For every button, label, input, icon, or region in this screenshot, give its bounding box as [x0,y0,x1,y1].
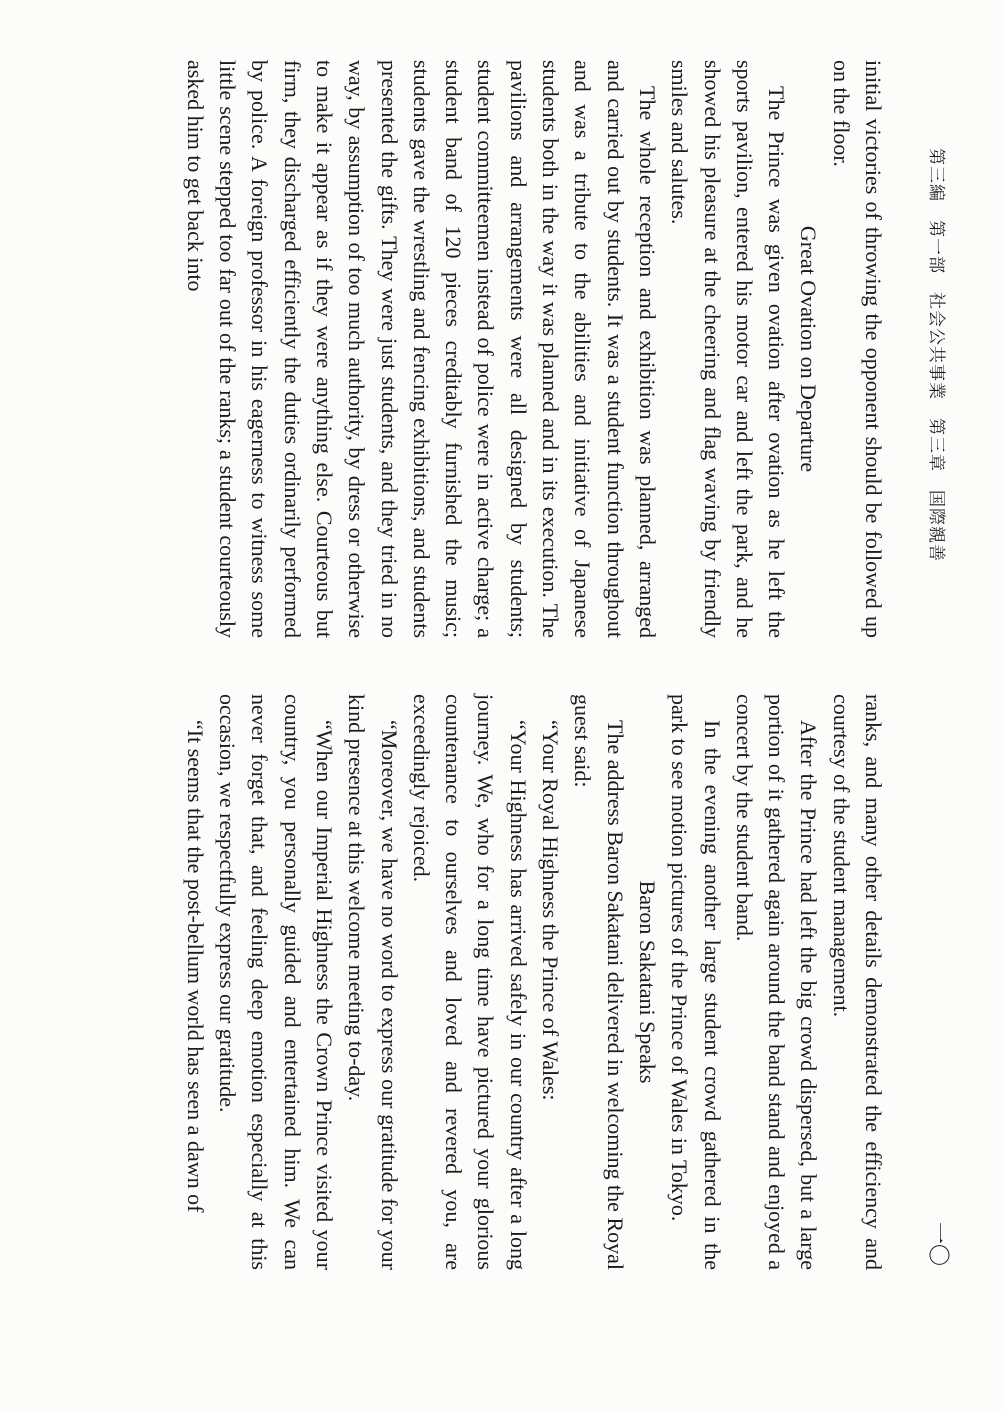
paragraph: “Your Highness has arrived safely in our country after a long journey. We, who for a long time have pictured your glorious countenance to ourselves and loved and revered you, are exceedingly rejoiced. [408,694,531,1270]
right-column [178,694,889,1270]
paragraph: “Moreover, we have no word to express our gratitude for your kind presence at this welcome meeting to-day. [344,694,402,1270]
paragraph: initial victories of throwing the opponent should be followed up on the floor. [828,60,886,638]
page-number: 一〇 [925,1222,950,1267]
section-heading: Great Ovation on Departure [796,225,822,473]
section-heading: Baron Sakatani Speaks [634,880,660,1084]
paragraph: The whole reception and exhibition was planned, arranged and carried out by students. It was a student function throughout and was a tribute to the abilities and initiative of Japanese students both in the way it was planned and in its execution. The pavilions and arrangements were all designed by students; student committeemen instead of police were in active charge; a student band of 120 pieces creditably furnished the music; students gave the wrestling and fencing exhibitions, and students presented the gifts. They were just students, and they tried in no way, by assumption of too much authority, by dress or otherwise to make it appear as if they were anything else. Courteous but firm, they discharged efficiently the duties ordinarily performed by police. A foreign professor in his eagerness to witness some little scene stepped too far out of the ranks; a student courteously asked him to get back into [182,60,660,638]
paragraph: “Your Royal Highness the Prince of Wales: [538,720,564,1101]
paragraph: “It seems that the post-bellum world has seen a dawn of [182,720,208,1213]
paragraph: After the Prince had left the big crowd dispersed, but a large portion of it gathered again around the band stand and enjoyed a concert by the student band. [731,694,822,1270]
left-column [178,60,889,638]
paragraph: The Prince was given ovation after ovation as he left the sports pavilion, entered his motor car and left the park, and he showed his pleasure at the cheering and flag waving by friendly smiles and salutes. [667,60,790,638]
paragraph: “When our Imperial Highness the Crown Prince visited your country, you personally guided and entertained him. We can never forget that, and feeling deep emotion especially at this occasion, we respectfully express our gratitude. [215,694,337,1270]
paragraph: ranks, and many other details demonstrated the efficiency and courtesy of the student management. [828,694,886,1270]
running-head: 第三編 第一部 社会公共事業 第三章 国際親善 [926,148,946,562]
paragraph: The address Baron Sakatani delivered in welcoming the Royal guest said: [570,694,628,1270]
paragraph: In the evening another large student crowd gathered in the park to see motion pictures of the Prince of Wales in Tokyo. [667,694,725,1270]
